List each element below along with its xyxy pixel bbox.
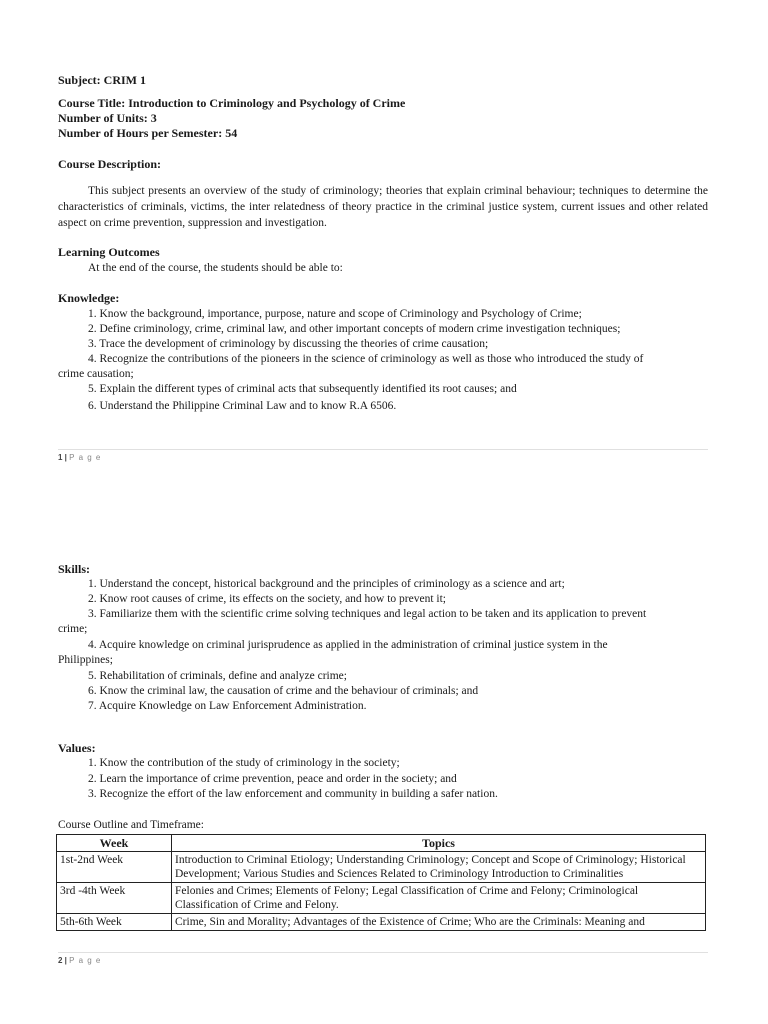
- course-description-text: This subject presents an overview of the study of criminology; theories that explain criminal behaviour; techniques to determine the characteristics of criminals, victims, the inter relatedness of theory practice in the criminal justice system, current issues and other related aspect on crime prevention, suppression and investigation.: [58, 185, 708, 229]
- page-footer: [58, 453, 101, 462]
- table-row: [57, 852, 706, 883]
- values-item: 1. Know the contribution of the study of criminology in the society;: [88, 757, 400, 769]
- hours-line: Number of Hours per Semester: 54: [58, 126, 238, 140]
- page-footer: [58, 956, 101, 965]
- topics-cell: Crime, Sin and Morality; Advantages of the Existence of Crime; Who are the Criminals: Meaning and: [172, 914, 706, 931]
- subject-line: Subject: CRIM 1: [58, 73, 146, 87]
- course-outline-table: [56, 834, 706, 931]
- units-line: Number of Units: 3: [58, 111, 157, 125]
- values-item: 2. Learn the importance of crime prevention, peace and order in the society; and: [88, 773, 457, 785]
- skills-item: 2. Know root causes of crime, its effects on the society, and how to prevent it;: [88, 593, 447, 605]
- knowledge-item: 2. Define criminology, crime, criminal law, and other important concepts of modern crime investigation techniques;: [88, 323, 621, 335]
- values-heading: Values:: [58, 741, 96, 755]
- footer-divider: [58, 449, 708, 450]
- page-label: P a g e: [69, 453, 102, 462]
- course-title: Course Title: Introduction to Criminology and Psychology of Crime: [58, 96, 406, 110]
- table-row: [57, 883, 706, 914]
- skills-item: 4. Acquire knowledge on criminal jurisprudence as applied in the administration of criminal justice system in the: [88, 639, 608, 651]
- skills-item: 7. Acquire Knowledge on Law Enforcement Administration.: [88, 700, 367, 712]
- knowledge-heading: Knowledge:: [58, 291, 120, 305]
- week-cell: 3rd -4th Week: [57, 883, 172, 914]
- topics-cell: Felonies and Crimes; Elements of Felony; Legal Classification of Crime and Felony; Criminological Classification of Crime and Felony.: [172, 883, 706, 914]
- skills-heading: Skills:: [58, 562, 91, 576]
- skills-item: Philippines;: [58, 654, 113, 666]
- knowledge-item: 5. Explain the different types of criminal acts that subsequently identified its root causes; and: [88, 383, 517, 395]
- topics-cell: Introduction to Criminal Etiology; Understanding Criminology; Concept and Scope of Criminology; Historical Development; Various Studies and Sciences Related to Criminology Introduction to Criminalities: [172, 852, 706, 883]
- table-header-row: [57, 835, 706, 852]
- page-label: P a g e: [69, 956, 102, 965]
- skills-item: 3. Familiarize them with the scientific crime solving techniques and legal action to be taken and its application to prevent: [88, 608, 647, 620]
- outline-heading: Course Outline and Timeframe:: [58, 819, 204, 831]
- values-item: 3. Recognize the effort of the law enforcement and community in building a safer nation.: [88, 788, 498, 800]
- footer-divider: [58, 952, 708, 953]
- learning-outcomes-intro: At the end of the course, the students should be able to:: [88, 262, 343, 274]
- week-cell: 1st-2nd Week: [57, 852, 172, 883]
- knowledge-item: 1. Know the background, importance, purpose, nature and scope of Criminology and Psychology of Crime;: [88, 308, 582, 320]
- knowledge-item: 3. Trace the development of criminology by discussing the theories of crime causation;: [88, 338, 489, 350]
- table-row: [57, 914, 706, 931]
- knowledge-item: 4. Recognize the contributions of the pioneers in the science of criminology as well as those who introduced the study of: [88, 353, 644, 365]
- learning-outcomes-heading: Learning Outcomes: [58, 245, 160, 259]
- course-description-heading: Course Description:: [58, 157, 161, 171]
- knowledge-item: 6. Understand the Philippine Criminal Law and to know R.A 6506.: [88, 400, 397, 412]
- week-column-header: Week: [57, 835, 172, 852]
- knowledge-item: crime causation;: [58, 368, 134, 380]
- skills-item: 6. Know the criminal law, the causation of crime and the behaviour of criminals; and: [88, 685, 479, 697]
- skills-item: 1. Understand the concept, historical background and the principles of criminology as a science and art;: [88, 578, 565, 590]
- skills-item: crime;: [58, 623, 88, 635]
- page-number: 2 |: [58, 956, 67, 965]
- week-cell: 5th-6th Week: [57, 914, 172, 931]
- skills-item: 5. Rehabilitation of criminals, define and analyze crime;: [88, 670, 347, 682]
- page-number: 1 |: [58, 453, 67, 462]
- topics-column-header: Topics: [172, 835, 706, 852]
